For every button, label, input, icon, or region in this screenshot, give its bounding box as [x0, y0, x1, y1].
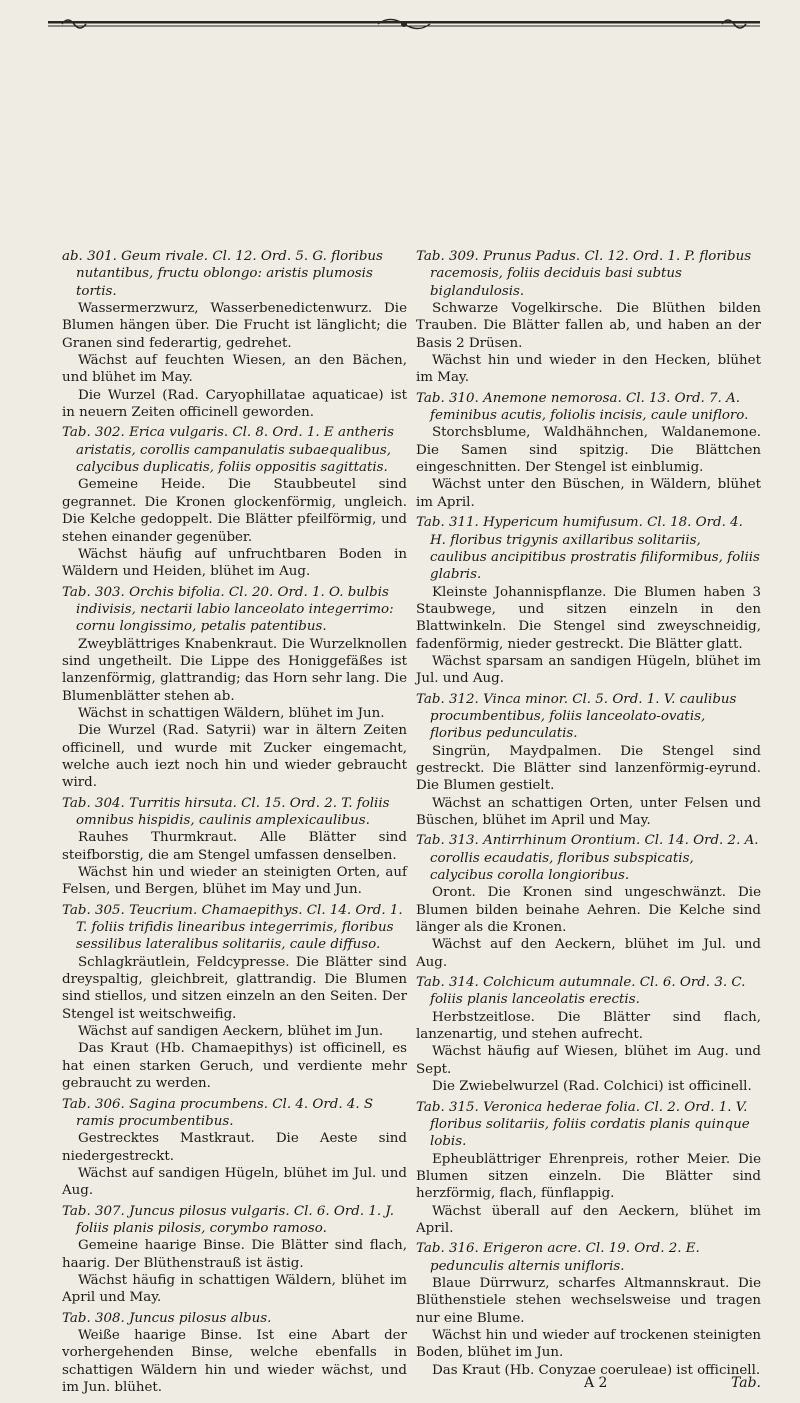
tab-label: Tab. [416, 1241, 445, 1257]
german-description: Wächst überall auf den Aeckern, blühet im April. [416, 1203, 761, 1236]
german-description: Wächst hin und wieder auf trockenen steinigten Boden, blühet im Jun. [416, 1327, 761, 1361]
latin-text: Juncus pilosus albus. [129, 1310, 272, 1326]
latin-text: Vinca minor. Cl. 5. Ord. 1. V. caulibus procumbentibus, foliis lanceolato-ovatis, floribus pedunculatis. [430, 691, 737, 742]
german-description: Wächst in schattigen Wäldern, blühet im Jun. [78, 705, 385, 721]
german-description: Oront. Die Kronen sind ungeschwänzt. Die Blumen bilden beinahe Aehren. Die Kelche sind länger als die Kronen. [416, 885, 761, 936]
german-description: Das Kraut (Hb. Conyzae coeruleae) ist officinell. [432, 1362, 761, 1378]
tab-label: Tab. [416, 515, 445, 531]
latin-description [62, 424, 407, 476]
german-description: Wächst auf sandigen Aeckern, blühet im Jun. [78, 1024, 384, 1040]
tab-label: Tab. [62, 584, 91, 600]
plate-number: 312. [448, 691, 479, 707]
latin-description [416, 248, 761, 300]
tab-label: Tab. [416, 975, 445, 991]
latin-text: Erica vulgaris. Cl. 8. Ord. 1. E antheris aristatis, corollis campanulatis subaequalibus, calycibus duplicatis, foliis oppositis sagittatis. [76, 425, 395, 476]
german-description: Wassermerzwurz, Wasserbenedictenwurz. Die Blumen hängen über. Die Frucht ist länglicht; die Granen sind federartig, gedrehet. [62, 301, 407, 351]
decorative-header-rule [48, 14, 760, 34]
latin-text: Juncus pilosus vulgaris. Cl. 6. Ord. 1. J. foliis planis pilosis, corymbo ramoso. [76, 1203, 395, 1236]
plate-number: 302. [94, 425, 125, 441]
plant-entry [62, 1203, 407, 1307]
tab-label: Tab. [62, 1203, 91, 1219]
german-description: Singrün, Maydpalmen. Die Stengel sind gestreckt. Die Blätter sind lanzenförmig-eyrund. Die Blumen gestielt. [416, 743, 761, 794]
tab-label: Tab. [62, 902, 91, 918]
latin-description [62, 1096, 407, 1131]
german-description: Epheublättriger Ehrenpreis, rother Meier. Die Blumen sitzen einzeln. Die Blätter sind herzförmig, flach, fünflappig. [416, 1151, 761, 1202]
latin-description [416, 1240, 761, 1275]
german-description: Wächst auf sandigen Hügeln, blühet im Jul. und Aug. [62, 1165, 407, 1199]
german-description: Die Wurzel (Rad. Satyrii) war in ältern Zeiten officinell, und wurde mit Zucker eingemacht, welche auch iezt noch hin und wieder gebraucht wird. [62, 723, 407, 791]
plate-number: 304. [94, 795, 125, 811]
latin-text: Teucrium. Chamaepithys. Cl. 14. Ord. 1. T. foliis trifidis linearibus integerrimis, floribus sessilibus lateralibus solitariis, caule diffuso. [76, 902, 403, 953]
latin-text: Sagina procumbens. Cl. 4. Ord. 4. S ramis procumbentibus. [76, 1096, 374, 1129]
german-description: Gestrecktes Mastkraut. Die Aeste sind niedergestreckt. [62, 1131, 407, 1164]
plant-entry [416, 248, 761, 387]
german-description: Wächst unter den Büschen, in Wäldern, blühet im April. [416, 477, 761, 510]
catchword: Tab. [730, 1375, 761, 1391]
latin-description [416, 691, 761, 743]
german-description: Gemeine Heide. Die Staubbeutel sind gegrannet. Die Kronen glockenförmig, ungleich. Die Kelche gedoppelt. Die Blätter pfeilförmig, und stehen einander gegenüber. [62, 477, 407, 545]
plant-entry [62, 584, 407, 792]
plant-entry [416, 1240, 761, 1379]
latin-text: Hypericum humifusum. Cl. 18. Ord. 4. H. floribus trigynis axillaribus solitariis, caulibus ancipitibus prostratis filiformibus, foliis glabris. [430, 515, 760, 583]
german-description: Weiße haarige Binse. Ist eine Abart der vorhergehenden Binse, welche ebenfalls in schattigen Wäldern hin und wieder wächst, und im Jun. blühet. [62, 1327, 407, 1395]
tab-label: ab. [62, 249, 83, 264]
latin-text: Orchis bifolia. Cl. 20. Ord. 1. O. bulbis indivisis, nectarii labio lanceolato integerrimo: cornu longissimo, petalis patentibus. [76, 584, 394, 635]
plate-number: 303. [94, 584, 125, 600]
plant-entry [62, 424, 407, 580]
plant-entry [416, 514, 761, 687]
german-description: Wächst häufig auf Wiesen, blühet im Aug. und Sept. [416, 1044, 761, 1077]
german-description: Schlagkräutlein, Feldcypresse. Die Blätter sind dreyspaltig, gleichbreit, glattrandig. Die Blumen sind stiellos, und sitzen einzeln an den Seiten. Der Stengel ist weitschweifig. [62, 954, 407, 1022]
plant-entry [62, 1310, 407, 1397]
plant-entry [416, 691, 761, 830]
german-description: Die Zwiebelwurzel (Rad. Colchici) ist officinell. [432, 1079, 752, 1095]
latin-text: Erigeron acre. Cl. 19. Ord. 2. E. pedunculis alternis unifloris. [430, 1241, 700, 1274]
plant-entry [62, 1096, 407, 1200]
latin-description [62, 795, 407, 830]
latin-text: Antirrhinum Orontium. Cl. 14. Ord. 2. A. corollis ecaudatis, floribus subspicatis, calycibus corolla longioribus. [430, 833, 759, 884]
latin-text: Anemone nemorosa. Cl. 13. Ord. 7. A. feminibus acutis, foliolis incisis, caule unifloro. [430, 390, 749, 424]
latin-text: Veronica hederae folia. Cl. 2. Ord. 1. V. floribus solitariis, foliis cordatis planis quinque lobis. [430, 1099, 750, 1150]
tab-label: Tab. [416, 1099, 445, 1115]
latin-text: Colchicum autumnale. Cl. 6. Ord. 3. C. foliis planis lanceolatis erectis. [430, 975, 746, 1008]
plant-entry [62, 902, 407, 1093]
tab-label: Tab. [416, 249, 445, 264]
plant-entry [62, 248, 407, 421]
plate-number: 311. [448, 515, 479, 531]
latin-description [416, 514, 761, 583]
plate-number: 307. [94, 1203, 125, 1219]
latin-description [62, 248, 407, 300]
plate-number: 301. [87, 249, 117, 264]
plate-number: 310. [448, 390, 479, 406]
latin-description [416, 832, 761, 884]
latin-description [416, 974, 761, 1009]
tab-label: Tab. [416, 833, 445, 849]
plant-entry [416, 1099, 761, 1238]
latin-description [62, 1203, 407, 1238]
latin-description [416, 390, 761, 425]
german-description: Wächst auf den Aeckern, blühet im Jul. und Aug. [416, 937, 761, 970]
german-description: Wächst hin und wieder in den Hecken, blühet im May. [416, 353, 761, 386]
plant-entry [416, 832, 761, 971]
german-description: Blaue Dürrwurz, scharfes Altmannskraut. Die Blüthenstiele stehen wechselsweise und tragen nur eine Blume. [416, 1275, 761, 1326]
german-description: Wächst sparsam an sandigen Hügeln, blühet im Jul. und Aug. [416, 653, 761, 687]
plate-number: 314. [448, 975, 479, 991]
tab-label: Tab. [416, 390, 445, 406]
latin-description [62, 902, 407, 954]
tab-label: Tab. [62, 1310, 91, 1326]
latin-text: Turritis hirsuta. Cl. 15. Ord. 2. T. foliis omnibus hispidis, caulinis amplexicaulibus. [76, 795, 390, 828]
plant-entry [416, 974, 761, 1095]
latin-text: Prunus Padus. Cl. 12. Ord. 1. P. floribus racemosis, foliis deciduis basi subtus biglandulosis. [430, 249, 752, 299]
plate-number: 308. [94, 1310, 125, 1326]
tab-label: Tab. [62, 1096, 91, 1112]
latin-description [62, 584, 407, 636]
german-description: Herbstzeitlose. Die Blätter sind flach, lanzenartig, und stehen aufrecht. [416, 1009, 761, 1043]
plant-entry [416, 390, 761, 511]
german-description: Gemeine haarige Binse. Die Blätter sind flach, haarig. Der Blüthenstrauß ist ästig. [62, 1238, 407, 1271]
plate-number: 316. [448, 1241, 479, 1257]
german-description: Das Kraut (Hb. Chamaepithys) ist officinell, es hat einen starken Geruch, und verdiente mehr gebraucht zu werden. [62, 1041, 407, 1092]
plant-entry [62, 795, 407, 899]
left-column [62, 248, 407, 1399]
plate-number: 309. [448, 249, 479, 264]
latin-text: Geum rivale. Cl. 12. Ord. 5. G. floribus nutantibus, fructu oblongo: aristis plumosis tortis. [76, 249, 383, 299]
german-description: Rauhes Thurmkraut. Alle Blätter sind steifborstig, die am Stengel umfassen denselben. [62, 830, 407, 863]
plate-number: 315. [448, 1099, 479, 1115]
german-description: Schwarze Vogelkirsche. Die Blüthen bilden Trauben. Die Blätter fallen ab, und haben an der Basis 2 Drüsen. [416, 301, 761, 351]
tab-label: Tab. [416, 691, 445, 707]
german-description: Wächst häufig auf unfruchtbaren Boden in Wäldern und Heiden, blühet im Aug. [62, 546, 407, 580]
german-description: Kleinste Johannispflanze. Die Blumen haben 3 Staubwege, und sitzen einzeln in den Blattwinkeln. Die Stengel sind zweyschneidig, fadenförmig, nieder gestreckt. Die Blätter glatt. [416, 584, 761, 652]
latin-description [416, 1099, 761, 1151]
german-description: Wächst an schattigen Orten, unter Felsen und Büschen, blühet im April und May. [416, 795, 761, 828]
signature-mark: A 2 [584, 1375, 608, 1391]
tab-label: Tab. [62, 425, 91, 441]
german-description: Wächst hin und wieder an steinigten Orten, auf Felsen, und Bergen, blühet im May und Jun. [62, 865, 407, 898]
plate-number: 306. [94, 1096, 125, 1112]
german-description: Zweyblättriges Knabenkraut. Die Wurzelknollen sind ungetheilt. Die Lippe des Honiggefäßes ist lanzenförmig, glattrandig; das Horn sehr lang. Die Blumenblätter stehen ab. [62, 636, 407, 704]
german-description: Wächst häufig in schattigen Wäldern, blühet im April und May. [62, 1272, 407, 1306]
german-description: Wächst auf feuchten Wiesen, an den Bächen, und blühet im May. [62, 353, 407, 386]
latin-description [62, 1310, 407, 1327]
right-column [416, 248, 761, 1382]
german-description: Storchsblume, Waldhähnchen, Waldanemone. Die Samen sind spitzig. Die Blättchen eingeschnitten. Der Stengel ist einblumig. [416, 425, 761, 476]
plate-number: 305. [94, 902, 125, 918]
plate-number: 313. [448, 833, 479, 849]
tab-label: Tab. [62, 795, 91, 811]
german-description: Die Wurzel (Rad. Caryophillatae aquaticae) ist in neuern Zeiten officinell geworden. [62, 387, 407, 421]
